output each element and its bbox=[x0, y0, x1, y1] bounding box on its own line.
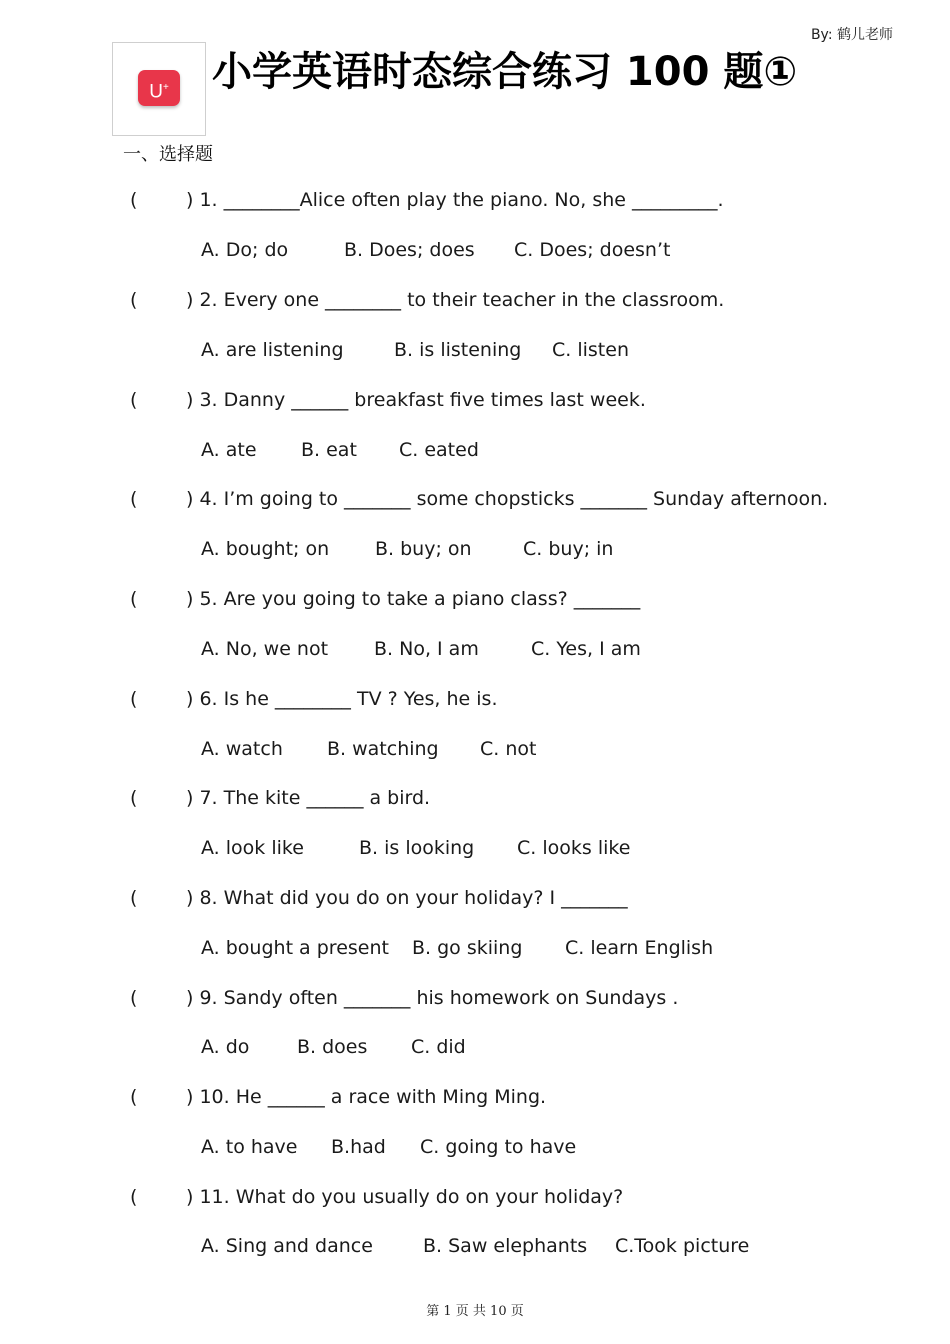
option-c: C. looks like bbox=[517, 837, 631, 859]
logo bbox=[112, 42, 206, 136]
question-stem bbox=[130, 389, 646, 411]
question-options bbox=[201, 1036, 466, 1058]
question-options bbox=[201, 339, 629, 361]
byline: By: 鹤儿老师 bbox=[810, 27, 893, 43]
question-stem bbox=[130, 887, 628, 909]
option-c: C. going to have bbox=[420, 1136, 577, 1158]
option-a: A. ate bbox=[201, 439, 257, 461]
question-text: ) 2. Every one ________ to their teacher in the classroom. bbox=[186, 289, 725, 311]
option-c: C. Does; doesn’t bbox=[514, 239, 671, 261]
option-a: A. No, we not bbox=[201, 638, 329, 660]
option-b: B. go skiing bbox=[412, 937, 523, 959]
question-stem bbox=[130, 488, 828, 510]
option-a: A. look like bbox=[201, 837, 304, 859]
question-stem bbox=[130, 1086, 546, 1108]
option-c: C. buy; in bbox=[523, 538, 614, 560]
question-text: ) 9. Sandy often _______ his homework on Sundays . bbox=[186, 987, 679, 1009]
option-b: B. does bbox=[297, 1036, 368, 1058]
question-options bbox=[201, 638, 641, 660]
option-b: B.had bbox=[331, 1136, 386, 1158]
question-text: ) 7. The kite ______ a bird. bbox=[186, 787, 431, 809]
option-b: B. is looking bbox=[359, 837, 475, 859]
section-title: 一、选择题 bbox=[123, 144, 213, 165]
answer-paren: ( bbox=[130, 987, 138, 1009]
option-a: A. Do; do bbox=[201, 239, 289, 261]
question-options bbox=[201, 937, 713, 959]
option-b: B. Saw elephants bbox=[423, 1235, 588, 1257]
option-a: A. Sing and dance bbox=[201, 1235, 373, 1257]
logo-badge-icon: U+ bbox=[138, 70, 180, 106]
question-stem bbox=[130, 787, 430, 809]
answer-paren: ( bbox=[130, 1086, 138, 1108]
answer-paren: ( bbox=[130, 389, 138, 411]
page-footer: 第 1 页 共 10 页 bbox=[426, 1304, 524, 1319]
answer-paren: ( bbox=[130, 787, 138, 809]
option-a: A. do bbox=[201, 1036, 250, 1058]
answer-paren: ( bbox=[130, 488, 138, 510]
option-b: B. buy; on bbox=[375, 538, 472, 560]
question-stem bbox=[130, 289, 724, 311]
answer-paren: ( bbox=[130, 189, 138, 211]
answer-paren: ( bbox=[130, 588, 138, 610]
question-text: ) 1. ________Alice often play the piano. No, she _________. bbox=[186, 189, 724, 211]
option-c: C. listen bbox=[552, 339, 629, 361]
question-text: ) 6. Is he ________ TV ? Yes, he is. bbox=[186, 688, 498, 710]
question-stem bbox=[130, 987, 678, 1009]
answer-paren: ( bbox=[130, 1186, 138, 1208]
option-b: B. is listening bbox=[394, 339, 522, 361]
question-options bbox=[201, 239, 670, 261]
question-options bbox=[201, 1235, 749, 1257]
option-c: C.Took picture bbox=[615, 1235, 750, 1257]
option-c: C. eated bbox=[399, 439, 479, 461]
question-stem bbox=[130, 189, 724, 211]
question-text: ) 3. Danny ______ breakfast five times last week. bbox=[186, 389, 646, 411]
question-stem bbox=[130, 1186, 623, 1208]
option-c: C. learn English bbox=[565, 937, 714, 959]
option-a: A. bought; on bbox=[201, 538, 330, 560]
answer-paren: ( bbox=[130, 688, 138, 710]
option-a: A. to have bbox=[201, 1136, 298, 1158]
question-text: ) 8. What did you do on your holiday? I _______ bbox=[186, 887, 628, 909]
option-c: C. did bbox=[411, 1036, 466, 1058]
question-options bbox=[201, 837, 630, 859]
question-text: ) 11. What do you usually do on your holiday? bbox=[186, 1186, 624, 1208]
answer-paren: ( bbox=[130, 289, 138, 311]
option-b: B. No, I am bbox=[374, 638, 479, 660]
option-b: B. eat bbox=[301, 439, 357, 461]
question-options bbox=[201, 1136, 576, 1158]
option-a: A. bought a present bbox=[201, 937, 389, 959]
answer-paren: ( bbox=[130, 887, 138, 909]
option-a: A. are listening bbox=[201, 339, 344, 361]
question-text: ) 4. I’m going to _______ some chopsticks _______ Sunday afternoon. bbox=[186, 488, 829, 510]
option-b: B. watching bbox=[327, 738, 439, 760]
question-options bbox=[201, 738, 536, 760]
question-stem bbox=[130, 588, 640, 610]
question-stem bbox=[130, 688, 497, 710]
option-c: C. not bbox=[480, 738, 537, 760]
question-text: ) 5. Are you going to take a piano class? _______ bbox=[186, 588, 641, 610]
option-b: B. Does; does bbox=[344, 239, 475, 261]
question-options bbox=[201, 538, 613, 560]
question-text: ) 10. He ______ a race with Ming Ming. bbox=[186, 1086, 547, 1108]
page-title: 小学英语时态综合练习 100 题① bbox=[212, 49, 798, 95]
option-c: C. Yes, I am bbox=[531, 638, 641, 660]
question-options bbox=[201, 439, 479, 461]
option-a: A. watch bbox=[201, 738, 283, 760]
